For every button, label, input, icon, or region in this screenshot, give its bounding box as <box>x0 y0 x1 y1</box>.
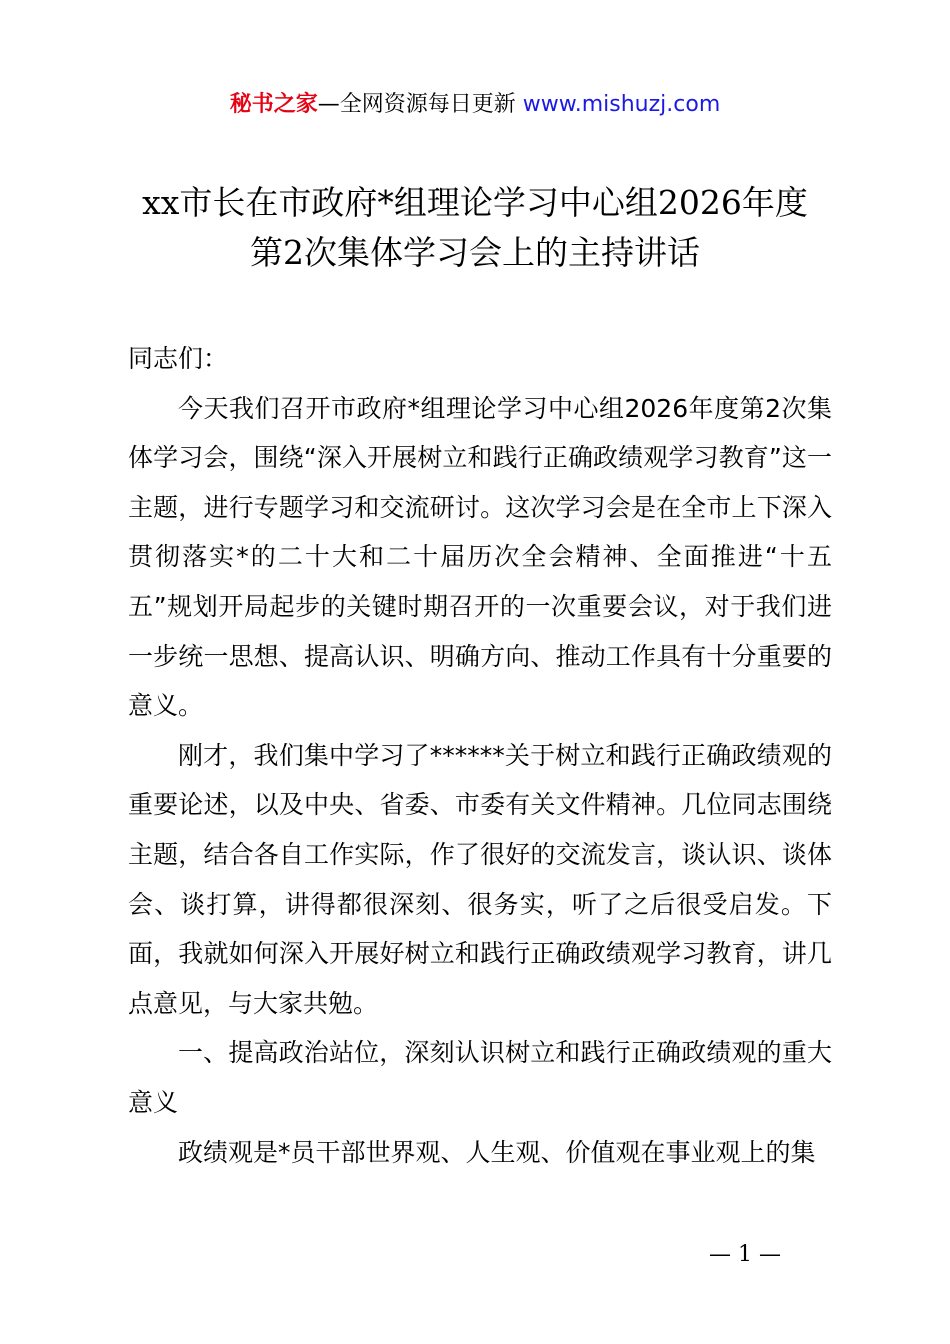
salutation: 同志们： <box>128 344 229 373</box>
header-banner <box>0 88 950 122</box>
title-line-2: 第2次集体学习会上的主持讲话 <box>250 233 700 272</box>
section-heading-1: 一、提高政治站位，深刻认识树立和践行正确政绩观的重大意义 <box>128 1038 832 1117</box>
page-number: — 1 — <box>709 1242 781 1267</box>
banner-tagline: —全网资源每日更新 <box>317 92 523 117</box>
paragraph-2: 刚才，我们集中学习了******关于树立和践行正确政绩观的重要论述，以及中央、省委、市委有关文件精神。几位同志围绕主题，结合各自工作实际，作了很好的交流发言，谈认识、谈体会、谈打算，讲得都很深刻、很务实，听了之后很受启发。下面，我就如何深入开展好树立和践行正确政绩观学习教育，讲几点意见，与大家共勉。 <box>128 740 832 1018</box>
title-line-1: xx市长在市政府*组理论学习中心组2026年度 <box>142 183 808 222</box>
document-body <box>128 334 832 1177</box>
banner-site-link[interactable]: www.mishuzj.com <box>522 92 721 117</box>
document-title <box>60 178 890 278</box>
paragraph-3: 政绩观是*员干部世界观、人生观、价值观在事业观上的集 <box>178 1137 816 1167</box>
paragraph-1: 今天我们召开市政府*组理论学习中心组2026年度第2次集体学习会，围绕“深入开展树立和践行正确政绩观学习教育”这一主题，进行专题学习和交流研讨。这次学习会是在全市上下深入贯彻落实*的二十大和二十届历次全会精神、全面推进“十五五”规划开局起步的关键时期召开的一次重要会议，对于我们进一步统一思想、提高认识、明确方向、推动工作具有十分重要的意义。 <box>128 393 832 721</box>
banner-brand: 秘书之家 <box>229 92 318 117</box>
